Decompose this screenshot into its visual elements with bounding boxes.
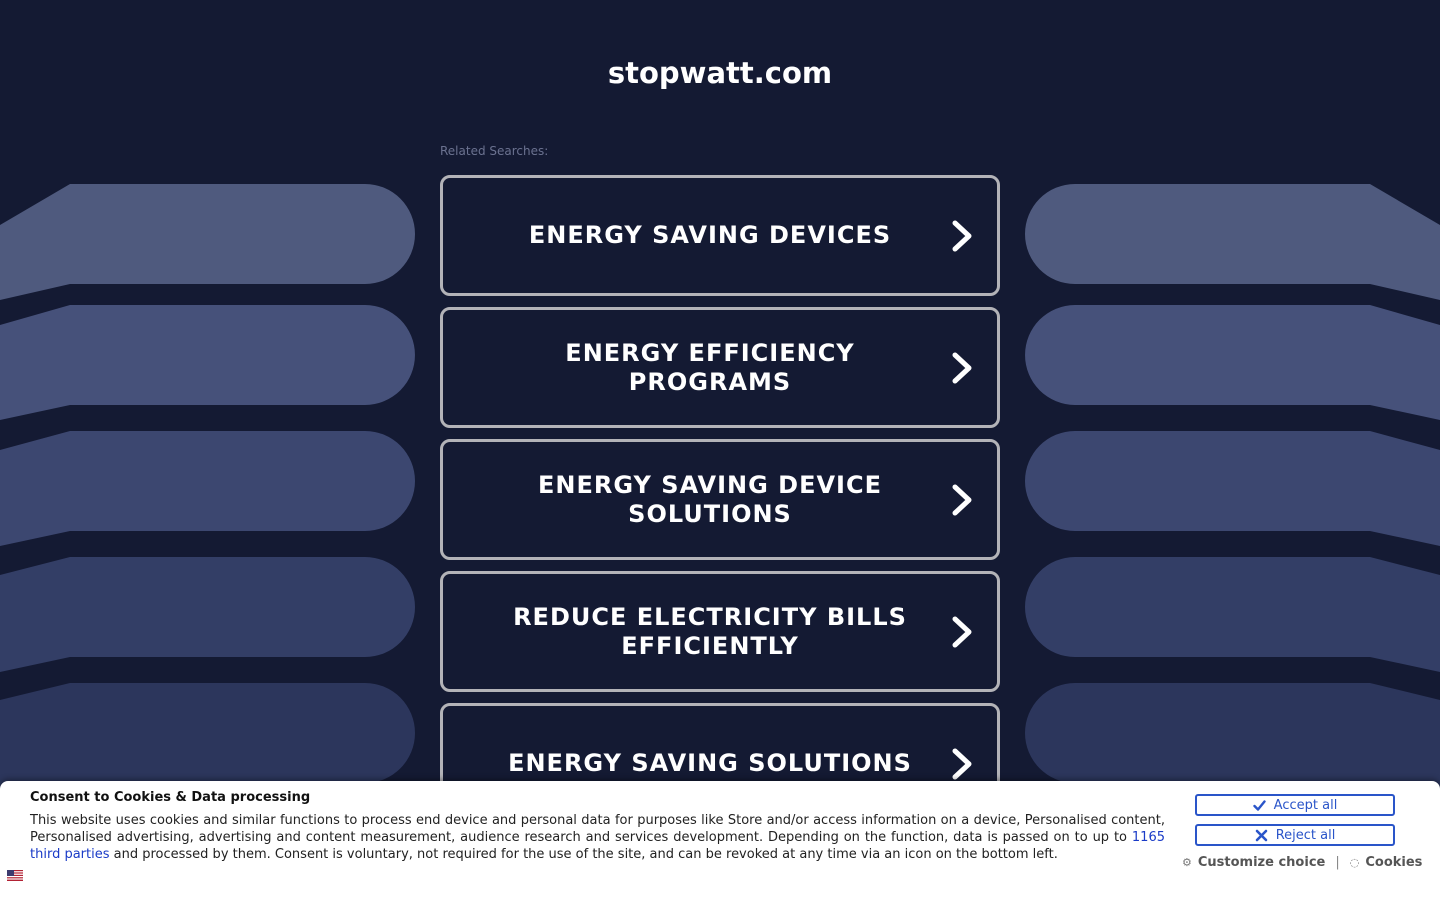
- gear-icon: ⚙: [1182, 856, 1192, 869]
- consent-text-before: This website uses cookies and similar functions to process end device and personal data for purposes like Store and/or access information on a device, Personalised content, Personalised advertising, advertising and content measurement, audience research and services development. Depending on the function, data is passed on to up to: [30, 813, 1165, 845]
- related-search-label: REDUCE ELECTRICITY BILLS EFFICIENTLY: [513, 602, 907, 660]
- consent-description: [30, 812, 1165, 863]
- cookie-icon: ◌: [1349, 856, 1360, 869]
- chevron-right-icon: [949, 747, 975, 781]
- related-search-link[interactable]: [440, 175, 1000, 296]
- accept-all-label: Accept all: [1273, 797, 1338, 813]
- customize-choice-link[interactable]: Customize choice: [1197, 855, 1326, 870]
- us-flag-icon[interactable]: [7, 870, 23, 881]
- consent-secondary-links: [1182, 855, 1422, 870]
- related-search-label: ENERGY SAVING DEVICE SOLUTIONS: [538, 470, 882, 528]
- cookies-link[interactable]: Cookies: [1365, 855, 1423, 870]
- link-separator: |: [1335, 855, 1340, 870]
- checkmark-icon: [1253, 799, 1266, 812]
- related-searches-label: Related Searches:: [440, 144, 549, 158]
- chevron-right-icon: [949, 615, 975, 649]
- chevron-right-icon: [949, 483, 975, 517]
- third-parties-link[interactable]: 1165 third parties: [30, 830, 1165, 862]
- close-icon: [1255, 829, 1268, 842]
- reject-all-label: Reject all: [1275, 827, 1336, 843]
- accept-all-button[interactable]: [1195, 794, 1395, 816]
- related-search-label: ENERGY SAVING SOLUTIONS: [508, 749, 912, 777]
- consent-title: Consent to Cookies & Data processing: [30, 790, 311, 805]
- chevron-right-icon: [949, 351, 975, 385]
- chevron-right-icon: [949, 219, 975, 253]
- site-title: stopwatt.com: [607, 56, 833, 90]
- consent-text-after: and processed by them. Consent is voluntary, not required for the use of the site, and can be revoked at any time via an icon on the bottom left.: [109, 847, 1058, 862]
- cookie-consent-banner: [0, 781, 1440, 900]
- reject-all-button[interactable]: [1195, 824, 1395, 846]
- related-searches-list: [440, 175, 1000, 835]
- related-search-link[interactable]: [440, 571, 1000, 692]
- related-search-link[interactable]: [440, 307, 1000, 428]
- related-search-label: ENERGY EFFICIENCY PROGRAMS: [565, 338, 855, 396]
- related-search-label: ENERGY SAVING DEVICES: [528, 221, 892, 249]
- related-search-link[interactable]: [440, 439, 1000, 560]
